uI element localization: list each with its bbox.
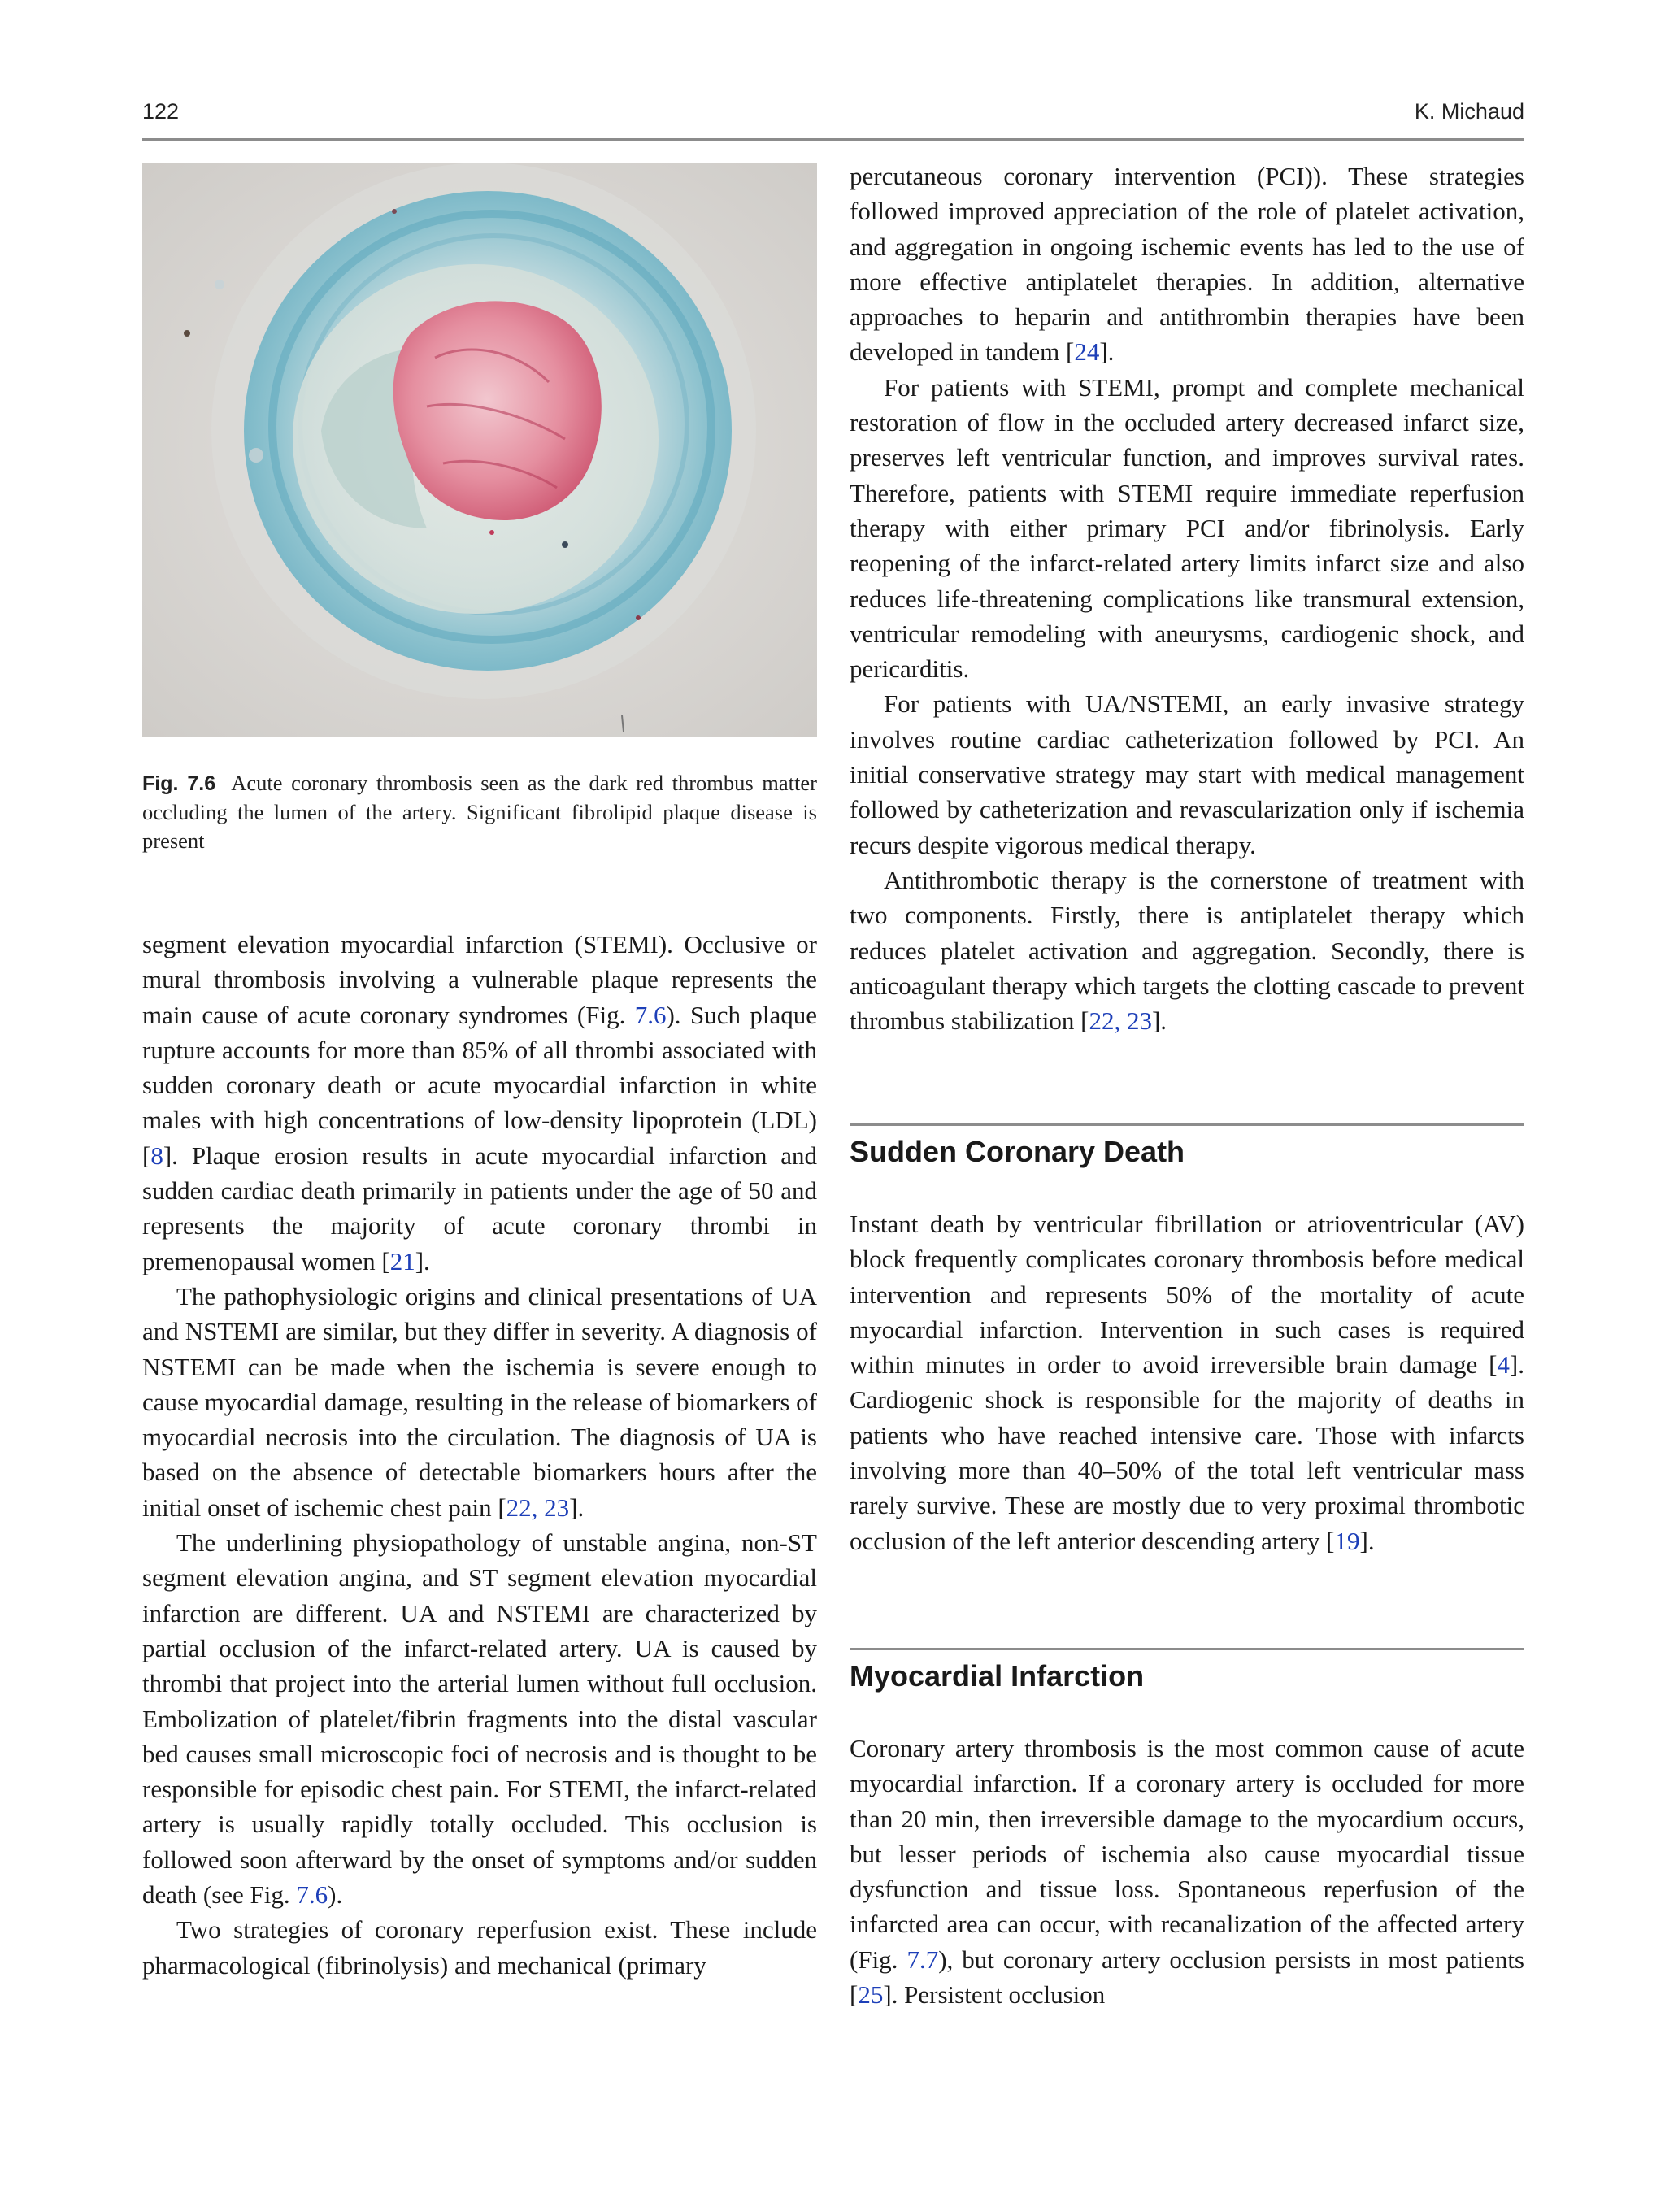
- section-heading-myocardial-infarction: Myocardial Infarction: [850, 1659, 1145, 1693]
- figure-reference-link[interactable]: 7.7: [906, 1945, 939, 1974]
- figure-reference-link[interactable]: 7.6: [634, 1000, 667, 1029]
- paragraph: Coronary artery thrombosis is the most common cause of acute myocardial infarction. If a coronary artery is occluded for more than 20 min, then irreversible damage to the myocardium occurs, but lesser periods of ischemia also cause myocardial tissue dysfunction and tissue loss. Spontaneous reperfusion of the infarcted area can occur, with recanalization of the affected artery (Fig. 7.7), but coronary artery occlusion persists in most patients [25]. Persistent occlusion: [850, 1734, 1524, 2010]
- paragraph: The pathophysiologic origins and clinical presentations of UA and NSTEMI are similar, but they differ in severity. A diagnosis of NSTEMI can be made when the ischemia is severe enough to cause myocardial damage, resulting in the release of biomarkers of myocardial necrosis into the circulation. The diagnosis of UA is based on the absence of detectable biomarkers hours after the initial onset of ischemic chest pain [22, 23].: [142, 1281, 817, 1522]
- paragraph: For patients with STEMI, prompt and complete mechanical restoration of flow in the occluded artery decreased infarct size, preserves left ventricular function, and improves survival rates. Therefore, patients with STEMI require immediate reperfusion therapy with either primary PCI and/or fibrinolysis. Early reopening of the infarct-related artery limits infarct size and also reduces life-threatening complications like transmural extension, ventricular remodeling with aneurysms, cardiogenic shock, and pericarditis.: [850, 372, 1524, 684]
- section-body-sudden-coronary-death: [850, 1206, 1524, 1558]
- figure-label: Fig. 7.6: [142, 772, 216, 795]
- figure-caption-text: Acute coronary thrombosis seen as the dark red thrombus matter occluding the lumen of the artery. Significant fibrolipid plaque disease is present: [142, 771, 817, 853]
- citation-link[interactable]: 4: [1497, 1350, 1510, 1380]
- paragraph: The underlining physiopathology of unstable angina, non-ST segment elevation angina, and ST segment elevation myocardial infarction are different. UA and NSTEMI are characterized by partial occlusion of the infarct-related artery. UA is caused by thrombi that project into the arterial lumen without full occlusion. Embolization of platelet/fibrin fragments into the distal vascular bed causes small microscopic foci of necrosis and is thought to be responsible for episodic chest pain. For STEMI, the infarct-related artery is usually rapidly totally occluded. This occlusion is followed soon afterward by the onset of symptoms and/or sudden death (see Fig. 7.6).: [142, 1528, 817, 1910]
- citation-link[interactable]: 21: [389, 1246, 415, 1275]
- citation-link[interactable]: 8: [150, 1141, 163, 1170]
- figure-caption: [142, 769, 817, 855]
- figure-micrograph: [142, 163, 817, 737]
- paragraph: For patients with UA/NSTEMI, an early invasive strategy involves routine cardiac catheterization followed by PCI. An initial conservative strategy may start with medical management followed by catheterization and revascularization only if ischemia recurs despite vigorous medical therapy.: [850, 689, 1524, 859]
- running-author: K. Michaud: [1414, 99, 1524, 124]
- paragraph: Instant death by ventricular fibrillation or atrioventricular (AV) block frequently complicates coronary thrombosis before medical intervention and represents 50% of the mortality of acute myocardial infarction. Intervention in such cases is required within minutes in order to avoid irreversible brain damage [4]. Cardiogenic shock is responsible for the majority of deaths in patients who have reached intensive care. Those with infarcts involving more than 40–50% of the total left ventricular mass rarely survive. These are mostly due to very proximal thrombotic occlusion of the left anterior descending artery [19].: [850, 1210, 1524, 1555]
- citation-link[interactable]: 24: [1074, 337, 1100, 367]
- figure-reference-link[interactable]: 7.6: [296, 1880, 328, 1910]
- paragraph: segment elevation myocardial infarction (STEMI). Occlusive or mural thrombosis involving a vulnerable plaque represents the main cause of acute coronary syndromes (Fig. 7.6). Such plaque rupture accounts for more than 85% of all thrombi associated with sudden coronary death or acute myocardial infarction in white males with high concentrations of low-density lipoprotein (LDL) [8]. Plaque erosion results in acute myocardial infarction and sudden cardiac death primarily in patients under the age of 50 and represents the majority of acute coronary thrombi in premenopausal women [21].: [142, 930, 817, 1275]
- paragraph: Antithrombotic therapy is the cornerstone of treatment with two components. Firstly, there is antiplatelet therapy which reduces platelet activation and aggregation. Secondly, there is anticoagulant therapy which targets the clotting cascade to prevent thrombus stabilization [22, 23].: [850, 865, 1524, 1036]
- section-heading-sudden-coronary-death: Sudden Coronary Death: [850, 1135, 1185, 1168]
- citation-link[interactable]: 19: [1334, 1526, 1360, 1555]
- right-column: [850, 159, 1524, 1038]
- citation-link[interactable]: 22, 23: [1089, 1006, 1152, 1036]
- page-number: 122: [142, 99, 180, 124]
- citation-link[interactable]: 25: [858, 1980, 884, 2010]
- section-divider: [850, 1123, 1524, 1126]
- paragraph: Two strategies of coronary reperfusion exist. These include pharmacological (fibrinolysis) and mechanical (primary: [142, 1915, 817, 1980]
- paragraph: percutaneous coronary intervention (PCI)). These strategies followed improved appreciation of the role of platelet activation, and aggregation in ongoing ischemic events has led to the use of more effective antiplatelet therapies. In addition, alternative approaches to heparin and antithrombin therapies have been developed in tandem [24].: [850, 162, 1524, 367]
- section-body-myocardial-infarction: [850, 1731, 1524, 2012]
- citation-link[interactable]: 22, 23: [506, 1493, 570, 1522]
- left-column: [142, 927, 817, 1983]
- page-header: [142, 96, 1524, 141]
- section-divider: [850, 1648, 1524, 1650]
